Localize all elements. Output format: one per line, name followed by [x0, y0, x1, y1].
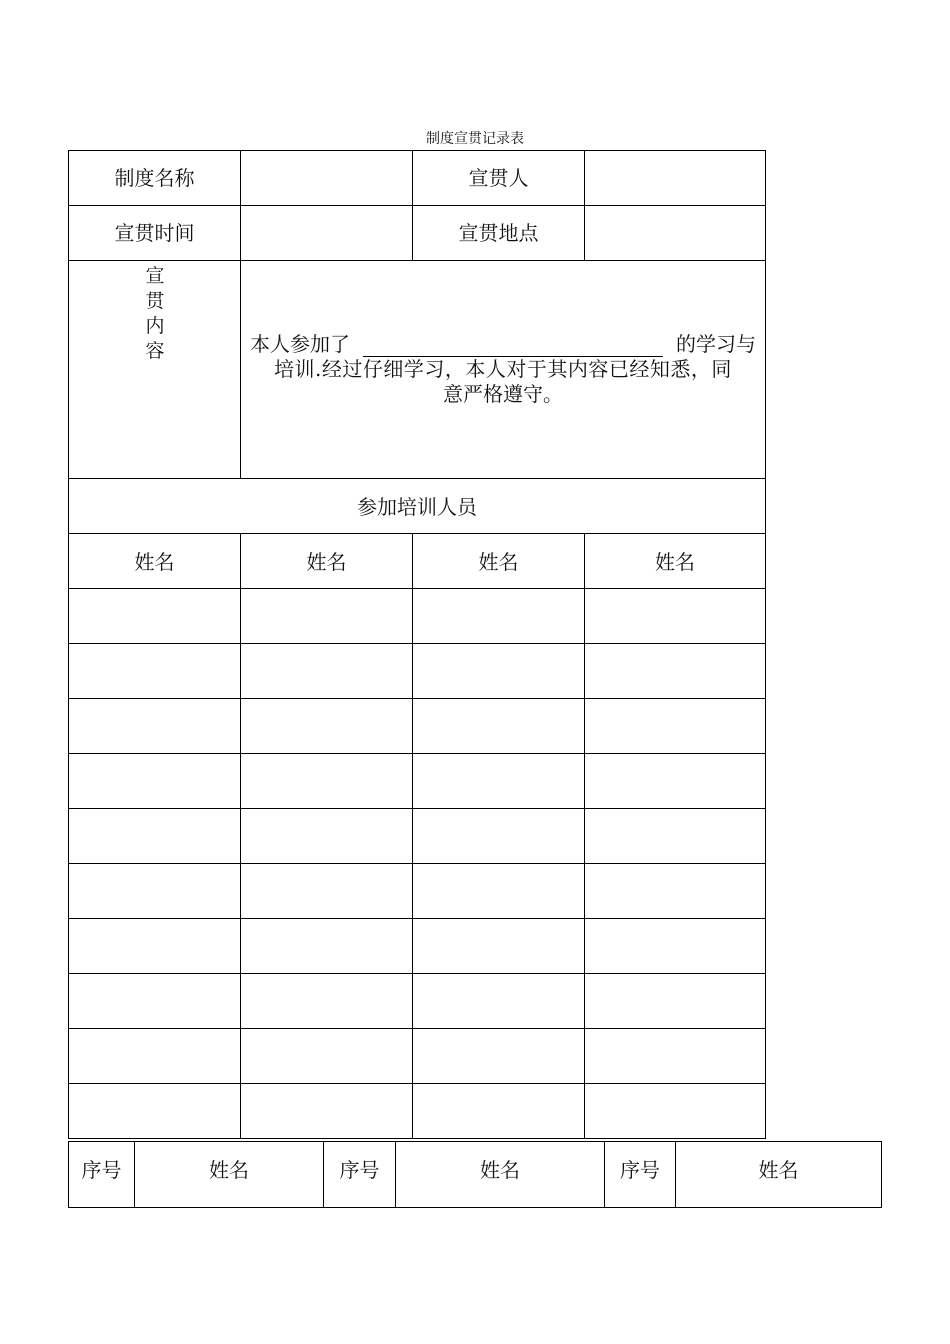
participant-name-cell[interactable]	[240, 698, 413, 754]
system-name-label: 制度名称	[68, 150, 241, 206]
bottom-header-seq: 序号	[604, 1141, 676, 1208]
participant-name-cell[interactable]	[68, 698, 241, 754]
participant-name-cell[interactable]	[68, 753, 241, 809]
participant-name-cell[interactable]	[68, 918, 241, 974]
content-label-char: 内	[145, 315, 165, 337]
presenter-label: 宣贯人	[412, 150, 585, 206]
participant-name-cell[interactable]	[584, 588, 766, 644]
participant-name-cell[interactable]	[240, 863, 413, 919]
training-name-blank[interactable]	[363, 336, 663, 357]
pledge-line-3: 意严格遵守。	[443, 382, 563, 406]
location-field[interactable]	[584, 205, 766, 261]
participant-name-cell[interactable]	[584, 863, 766, 919]
participant-name-cell[interactable]	[240, 588, 413, 644]
participants-col-header: 姓名	[240, 533, 413, 589]
participant-name-cell[interactable]	[68, 863, 241, 919]
content-label-char: 容	[145, 340, 165, 362]
participant-name-cell[interactable]	[584, 1028, 766, 1084]
participants-col-header: 姓名	[68, 533, 241, 589]
participant-name-cell[interactable]	[240, 1028, 413, 1084]
participant-name-cell[interactable]	[412, 698, 585, 754]
participant-name-cell[interactable]	[412, 643, 585, 699]
pledge-prefix: 本人参加了	[250, 332, 350, 356]
participant-name-cell[interactable]	[68, 588, 241, 644]
participant-name-cell[interactable]	[584, 753, 766, 809]
content-label-char: 贯	[145, 290, 165, 312]
time-field[interactable]	[240, 205, 413, 261]
participant-name-cell[interactable]	[240, 918, 413, 974]
pledge-text	[250, 332, 756, 407]
page-title: 制度宣贯记录表	[426, 131, 524, 147]
participant-name-cell[interactable]	[68, 1083, 241, 1139]
participant-name-cell[interactable]	[584, 698, 766, 754]
participant-name-cell[interactable]	[68, 808, 241, 864]
participant-name-cell[interactable]	[240, 808, 413, 864]
participant-name-cell[interactable]	[412, 753, 585, 809]
participant-name-cell[interactable]	[68, 1028, 241, 1084]
participant-name-cell[interactable]	[584, 643, 766, 699]
presenter-field[interactable]	[584, 150, 766, 206]
system-name-field[interactable]	[240, 150, 413, 206]
participants-col-header: 姓名	[412, 533, 585, 589]
participant-name-cell[interactable]	[68, 643, 241, 699]
participant-name-cell[interactable]	[240, 1083, 413, 1139]
participant-name-cell[interactable]	[584, 1083, 766, 1139]
bottom-header-seq: 序号	[323, 1141, 396, 1208]
participant-name-cell[interactable]	[68, 973, 241, 1029]
participant-name-cell[interactable]	[240, 753, 413, 809]
participants-section-title: 参加培训人员	[68, 478, 766, 534]
participant-name-cell[interactable]	[412, 863, 585, 919]
participant-name-cell[interactable]	[412, 808, 585, 864]
time-label: 宣贯时间	[68, 205, 241, 261]
participant-name-cell[interactable]	[412, 973, 585, 1029]
bottom-header-name: 姓名	[395, 1141, 605, 1208]
content-label-char: 宣	[145, 265, 165, 287]
bottom-header-name: 姓名	[134, 1141, 324, 1208]
pledge-line-2: 培训.经过仔细学习，本人对于其内容已经知悉，同	[274, 357, 732, 381]
participants-col-header: 姓名	[584, 533, 766, 589]
participant-name-cell[interactable]	[584, 973, 766, 1029]
location-label: 宣贯地点	[412, 205, 585, 261]
bottom-header-seq: 序号	[68, 1141, 135, 1208]
participant-name-cell[interactable]	[240, 973, 413, 1029]
participant-name-cell[interactable]	[584, 918, 766, 974]
pledge-suffix: 的学习与	[676, 332, 756, 356]
participant-name-cell[interactable]	[412, 918, 585, 974]
participant-name-cell[interactable]	[412, 1028, 585, 1084]
participant-name-cell[interactable]	[584, 808, 766, 864]
content-vertical-label	[70, 264, 240, 364]
participant-name-cell[interactable]	[412, 1083, 585, 1139]
participant-name-cell[interactable]	[240, 643, 413, 699]
bottom-header-name: 姓名	[675, 1141, 882, 1208]
participant-name-cell[interactable]	[412, 588, 585, 644]
